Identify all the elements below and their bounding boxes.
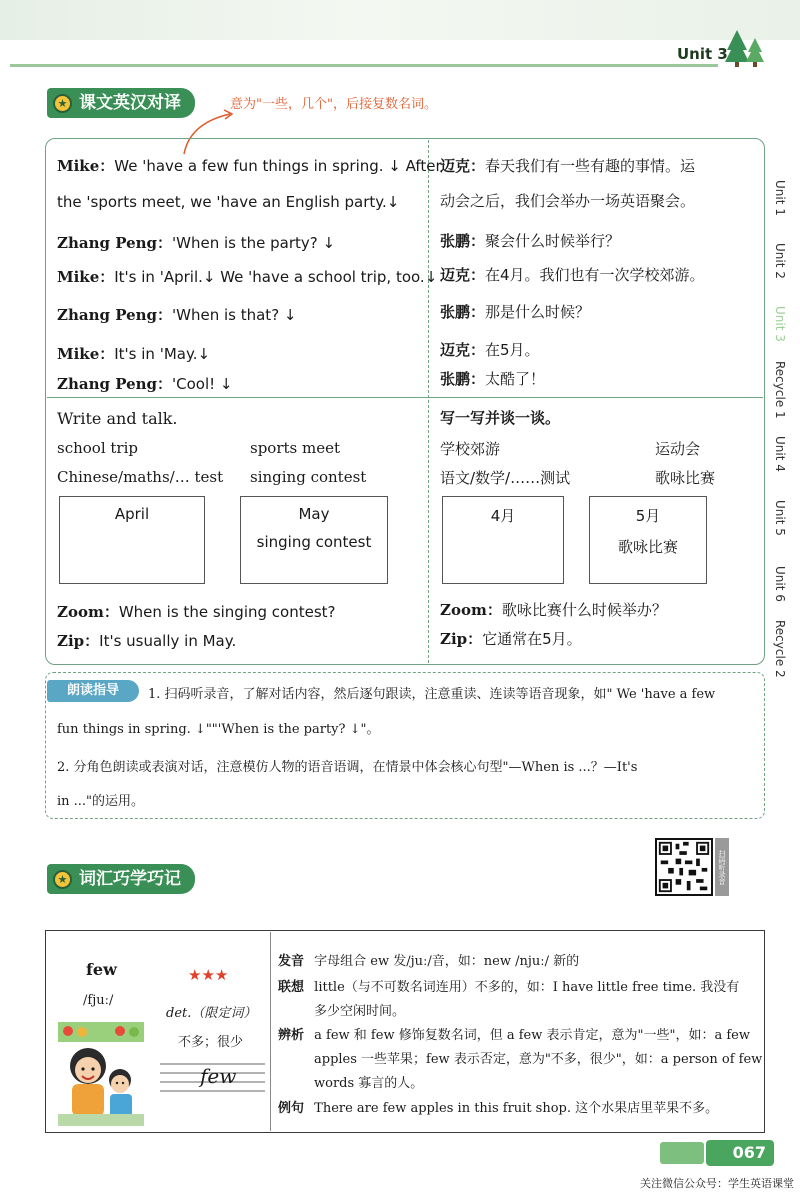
write-talk-answer — [57, 630, 236, 651]
dialog-text: 它通常在5月。 — [482, 630, 582, 648]
dialog-text: It's in 'April.↓ We 'have a school trip, too.↓ — [114, 268, 438, 286]
header-rule — [10, 64, 718, 67]
vocab-word: few — [86, 960, 117, 979]
speaker-label: Mike： — [57, 157, 115, 175]
write-talk-title: Write and talk. — [57, 409, 178, 428]
vocab-phonetic: /fjuː/ — [83, 993, 114, 1008]
card-line: singing contest — [256, 533, 372, 551]
speaker-label: Zoom： — [440, 601, 502, 619]
vocab-section-label: 词汇巧学巧记 — [79, 869, 181, 889]
card-line: April — [114, 505, 150, 523]
star-rating: ★★★ — [188, 966, 229, 984]
speaker-label: Zip： — [440, 630, 483, 648]
vocab-divider — [270, 932, 271, 1131]
top-banner — [0, 0, 800, 40]
vocab-row-text: 字母组合 ew 发/juː/音，如：new /njuː/ 新的 — [314, 954, 580, 969]
speaker-label: Zhang Peng： — [57, 306, 173, 324]
side-tab-unit-5[interactable]: Unit 5 — [773, 500, 787, 536]
dialog-cn-line — [440, 264, 705, 285]
dialog-text: 在4月。我们也有一次学校郊游。 — [485, 266, 705, 284]
vocab-row — [278, 1097, 718, 1116]
speaker-label: 张鹏： — [440, 303, 486, 321]
page-number-badge — [660, 1142, 704, 1164]
dialog-section-title — [47, 88, 195, 118]
side-tab-unit-2[interactable]: Unit 2 — [773, 243, 787, 279]
dialog-text: 聚会什么时候举行？ — [485, 232, 621, 250]
dialog-en-line — [57, 193, 399, 211]
tip-text: 1. 扫码听录音，了解对话内容，然后逐句跟读，注意重读、连读等语音现象，如" We 'have a few — [148, 687, 716, 702]
vocab-pos: det.（限定词） — [166, 1006, 257, 1021]
write-talk-item: singing contest — [250, 468, 367, 486]
reading-tips-tag: 朗读指导 — [47, 680, 139, 702]
star-badge-icon: ★ — [53, 94, 72, 113]
write-talk-answer — [440, 628, 582, 649]
write-talk-question — [440, 599, 667, 620]
card-line: 4月 — [490, 507, 516, 525]
dialog-text: 'When is the party? ↓ — [172, 234, 336, 252]
dialog-text: 春天我们有一些有趣的事情。运 — [485, 157, 696, 175]
speaker-label: Zhang Peng： — [57, 375, 173, 393]
dialog-en-line — [57, 232, 335, 253]
qr-side-label: 扫码听录音 — [715, 838, 729, 896]
tree-icon — [723, 28, 767, 68]
vocab-row-label: 联想 — [278, 980, 305, 995]
vocab-row-text: a few 和 few 修饰复数名词，但 a few 表示肯定，意为"一些"，如：a few — [314, 1028, 750, 1043]
dialog-text: 在5月。 — [485, 341, 540, 359]
write-talk-item: 学校郊游 — [440, 440, 501, 458]
dialog-text: 太酷了！ — [485, 370, 546, 388]
side-tab-unit-4[interactable]: Unit 4 — [773, 436, 787, 472]
vocab-row-label: 例句 — [278, 1101, 305, 1116]
dialog-cn-line — [440, 301, 590, 322]
dialog-text: 歌咏比赛什么时候举办？ — [501, 601, 667, 619]
vocab-row-text: little（与不可数名词连用）不多的，如：I have little free time. 我没有 — [314, 980, 740, 995]
vocab-row-label: 辨析 — [278, 1028, 305, 1043]
write-talk-item: 语文/数学/……测试 — [440, 469, 571, 487]
card-line: 5月 — [635, 507, 661, 525]
dialog-en-line — [57, 373, 232, 394]
vocab-meaning: 不多；很少 — [178, 1035, 244, 1050]
dialog-text: 'Cool! ↓ — [172, 375, 233, 393]
speaker-label: 张鹏： — [440, 232, 486, 250]
write-talk-item: school trip — [57, 439, 138, 457]
speaker-label: 迈克： — [440, 157, 486, 175]
unit-heading: Unit 3 — [677, 45, 728, 63]
vocab-row-text: apples 一些苹果；few 表示否定，意为"不多，很少"，如：a person of few — [314, 1052, 763, 1067]
dialog-cn-line — [440, 230, 620, 251]
write-talk-item: Chinese/maths/… test — [57, 468, 224, 486]
tip-text: 2. 分角色朗读或表演对话，注意模仿人物的语音语调，在情景中体会核心句型"—When is ...？—It's — [57, 760, 638, 775]
answer-card — [240, 496, 388, 584]
dialog-text: It's in 'May.↓ — [114, 345, 211, 363]
annotation-note: 意为"一些，几个"，后接复数名词。 — [230, 97, 437, 112]
speaker-label: Zip： — [57, 632, 100, 650]
answer-card — [442, 496, 564, 584]
star-badge-icon: ★ — [53, 870, 72, 889]
row-divider — [47, 397, 763, 398]
kids-illustration-icon — [58, 1022, 144, 1126]
answer-card — [589, 496, 707, 584]
speaker-label: 迈克： — [440, 341, 486, 359]
vocab-row — [278, 976, 739, 995]
side-tab-unit-3[interactable]: Unit 3 — [773, 306, 787, 342]
dialog-text: 那是什么时候？ — [485, 303, 591, 321]
dialog-text: 动会之后，我们会举办一场英语聚会。 — [440, 192, 696, 210]
dialog-en-line — [57, 343, 210, 364]
vocab-row-text: words 寡言的人。 — [314, 1076, 424, 1091]
dialog-text: the 'sports meet, we 'have an English party.↓ — [57, 193, 400, 211]
dialog-text: We 'have a few fun things in spring. ↓ After — [114, 157, 442, 175]
dialog-en-line — [57, 304, 297, 325]
tip-text: fun things in spring. ↓""'When is the party? ↓"。 — [57, 722, 380, 737]
column-divider — [428, 140, 429, 663]
dialog-text: When is the singing contest? — [118, 603, 336, 621]
vocab-row-text: There are few apples in this fruit shop. 这个水果店里苹果不多。 — [314, 1101, 719, 1116]
write-talk-title: 写一写并谈一谈。 — [440, 409, 561, 427]
vocab-section-title — [47, 864, 195, 894]
side-tab-recycle-1[interactable]: Recycle 1 — [773, 361, 787, 419]
card-line: May — [298, 505, 330, 523]
write-talk-item: 运动会 — [655, 440, 701, 458]
speaker-label: Zoom： — [57, 603, 119, 621]
answer-card — [59, 496, 205, 584]
vocab-row-text: 多少空闲时间。 — [314, 1004, 406, 1019]
dialog-box — [45, 138, 765, 665]
footer-note: 关注微信公众号：学生英语课堂 — [640, 1177, 794, 1190]
speaker-label: Mike： — [57, 345, 115, 363]
side-tab-recycle-2[interactable]: Recycle 2 — [773, 620, 787, 678]
handwriting-word: few — [200, 1064, 237, 1088]
dialog-cn-line — [440, 190, 695, 211]
speaker-label: 张鹏： — [440, 370, 486, 388]
dialog-cn-line — [440, 368, 545, 389]
write-talk-question — [57, 601, 336, 622]
speaker-label: 迈克： — [440, 266, 486, 284]
tip-text: in ..."的运用。 — [57, 794, 145, 809]
speaker-label: Zhang Peng： — [57, 234, 173, 252]
vocab-row — [278, 950, 579, 969]
card-line: 歌咏比赛 — [617, 538, 678, 556]
qr-code-icon[interactable] — [655, 838, 713, 896]
dialog-text: 'When is that? ↓ — [172, 306, 297, 324]
dialog-text: It's usually in May. — [99, 632, 237, 650]
dialog-cn-line — [440, 339, 540, 360]
vocab-row — [278, 1024, 750, 1043]
write-talk-item: sports meet — [250, 439, 340, 457]
dialog-cn-line — [440, 155, 695, 176]
dialog-section-label: 课文英汉对译 — [79, 93, 181, 113]
speaker-label: Mike： — [57, 268, 115, 286]
dialog-en-line — [57, 266, 437, 287]
dialog-en-line — [57, 155, 442, 176]
vocab-row-label: 发音 — [278, 954, 305, 969]
side-tab-unit-1[interactable]: Unit 1 — [773, 180, 787, 216]
side-tab-unit-6[interactable]: Unit 6 — [773, 566, 787, 602]
page-number: 067 — [706, 1140, 774, 1166]
write-talk-item: 歌咏比赛 — [655, 469, 716, 487]
